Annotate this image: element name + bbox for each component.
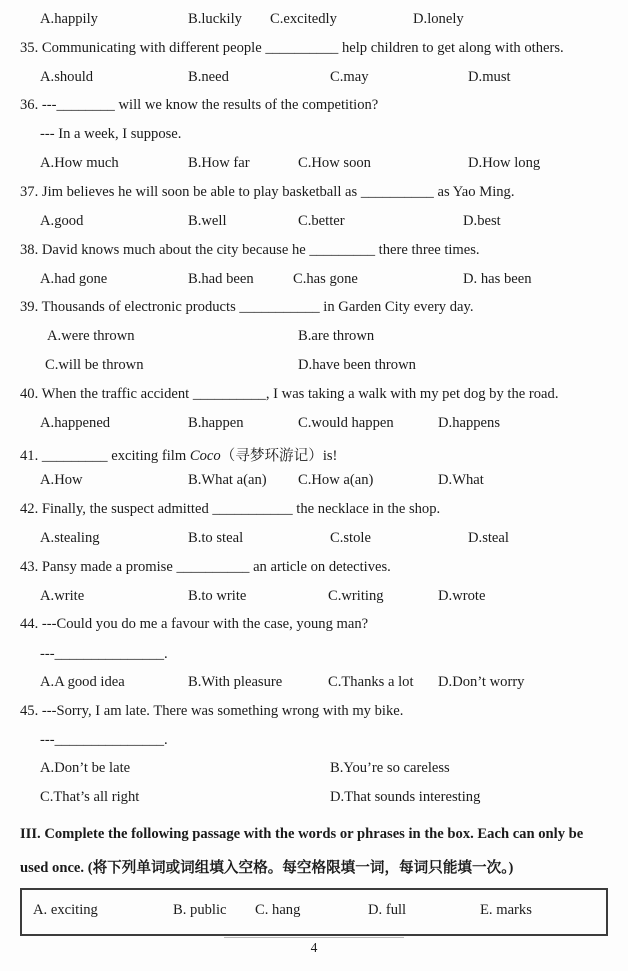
options-row-q38 [0, 271, 628, 293]
option-b: B.to write [188, 588, 247, 604]
option-c: C.has gone [293, 271, 358, 287]
word-e: E. marks [480, 902, 532, 918]
question-39-text [20, 299, 474, 321]
reply-blank: ---_______________. [40, 732, 168, 748]
option-c: C.How a(an) [298, 472, 374, 488]
options-row-q37 [0, 213, 628, 235]
section-title-text: used once. (将下列单词或词组填入空格。每空格限填一词，每词只能填一次。) [20, 860, 514, 876]
option-d: D.How long [468, 155, 541, 171]
option-b: B.With pleasure [188, 674, 283, 690]
option-a: A.Don’t be late [40, 760, 131, 776]
word-b: B. public [173, 902, 227, 918]
options-row-q44 [0, 674, 628, 696]
option-b: B.need [188, 69, 229, 85]
question-text: 44. ---Could you do me a favour with the case, young man? [20, 616, 369, 632]
option-d: D.What [438, 472, 484, 488]
option-a: A.write [40, 588, 85, 604]
option-b: B.luckily [188, 11, 242, 27]
question-40-text [20, 386, 558, 408]
option-a: A.How [40, 472, 83, 488]
question-35-text [20, 40, 564, 62]
option-a: A.good [40, 213, 84, 229]
question-text: 36. ---________ will we know the results of the competition? [20, 97, 379, 113]
option-c: C.stole [330, 530, 371, 546]
option-a: A.happily [40, 11, 98, 27]
option-a: A.happened [40, 415, 111, 431]
section3-title-line1 [20, 826, 583, 848]
option-d: D.best [463, 213, 501, 229]
option-b: B.You’re so careless [330, 760, 450, 776]
options-row-q41 [0, 472, 628, 494]
option-b: B.had been [188, 271, 254, 287]
question-44-text [20, 616, 368, 638]
options-row-q43 [0, 588, 628, 610]
option-a: A.should [40, 69, 94, 85]
option-c: C.will be thrown [45, 357, 144, 373]
option-d: D.have been thrown [298, 357, 416, 373]
option-b: B.How far [188, 155, 250, 171]
option-a: A.had gone [40, 271, 108, 287]
option-b: B.What a(an) [188, 472, 267, 488]
options-row-q39-cd [0, 357, 628, 379]
option-b: B.are thrown [298, 328, 375, 344]
question-text: 37. Jim believes he will soon be able to play basketball as __________ as Yao Ming. [20, 184, 515, 200]
option-d: D.must [468, 69, 511, 85]
question-36-reply [40, 126, 181, 148]
option-d: D.happens [438, 415, 501, 431]
section3-title-line2 [20, 856, 513, 878]
question-text: 40. When the traffic accident __________, I was taking a walk with my pet dog by the road. [20, 386, 559, 402]
question-text-pre: 41. _________ exciting film [20, 448, 190, 464]
option-a: A.How much [40, 155, 119, 171]
word-c: C. hang [255, 902, 301, 918]
reply-text: --- In a week, I suppose. [40, 126, 182, 142]
option-a: A.stealing [40, 530, 100, 546]
word-d: D. full [368, 902, 407, 918]
option-c: C.How soon [298, 155, 371, 171]
question-text: 43. Pansy made a promise __________ an article on detectives. [20, 559, 391, 575]
option-d: D.Don’t worry [438, 674, 525, 690]
page-number: 4 [310, 940, 318, 955]
question-42-text [20, 501, 440, 523]
word-bank-box [20, 888, 608, 936]
question-37-text [20, 184, 515, 206]
film-title-italic: Coco [189, 448, 221, 464]
option-a: A.were thrown [47, 328, 135, 344]
option-b: B.to steal [188, 530, 244, 546]
question-43-text [20, 559, 391, 581]
question-45-reply [40, 732, 168, 754]
option-d: D.That sounds interesting [330, 789, 481, 805]
question-41-text [20, 444, 337, 466]
option-c: C.better [298, 213, 345, 229]
option-c: C.excitedly [270, 11, 337, 27]
question-text-post: （寻梦环游记）is! [220, 448, 338, 464]
question-text: 38. David knows much about the city because he _________ there three times. [20, 242, 480, 258]
section-title-text: III. Complete the following passage with the words or phrases in the box. Each can only be [20, 826, 584, 842]
options-row-q42 [0, 530, 628, 552]
options-row-q34 [0, 11, 628, 33]
question-36-text [20, 97, 378, 119]
options-row-q36 [0, 155, 628, 177]
question-text: 39. Thousands of electronic products ___________ in Garden City every day. [20, 299, 474, 315]
question-text: 35. Communicating with different people __________ help children to get along with others. [20, 40, 564, 56]
options-row-q39-ab [0, 328, 628, 350]
question-44-reply [40, 646, 168, 668]
options-row-q45-cd [0, 789, 628, 811]
option-d: D.steal [468, 530, 509, 546]
question-text: 45. ---Sorry, I am late. There was something wrong with my bike. [20, 703, 404, 719]
option-c: C.That’s all right [40, 789, 140, 805]
question-text: 42. Finally, the suspect admitted ___________ the necklace in the shop. [20, 501, 441, 517]
options-row-q40 [0, 415, 628, 437]
option-c: C.may [330, 69, 369, 85]
option-a: A.A good idea [40, 674, 125, 690]
word-a: A. exciting [33, 902, 98, 918]
option-d: D.lonely [413, 11, 464, 27]
options-row-q35 [0, 69, 628, 91]
question-45-text [20, 703, 403, 725]
option-d: D. has been [463, 271, 532, 287]
option-c: C.writing [328, 588, 384, 604]
option-d: D.wrote [438, 588, 486, 604]
option-b: B.happen [188, 415, 244, 431]
option-b: B.well [188, 213, 227, 229]
option-c: C.Thanks a lot [328, 674, 414, 690]
options-row-q45-ab [0, 760, 628, 782]
question-38-text [20, 242, 480, 264]
reply-blank: ---_______________. [40, 646, 168, 662]
option-c: C.would happen [298, 415, 394, 431]
footer-divider [224, 937, 404, 938]
